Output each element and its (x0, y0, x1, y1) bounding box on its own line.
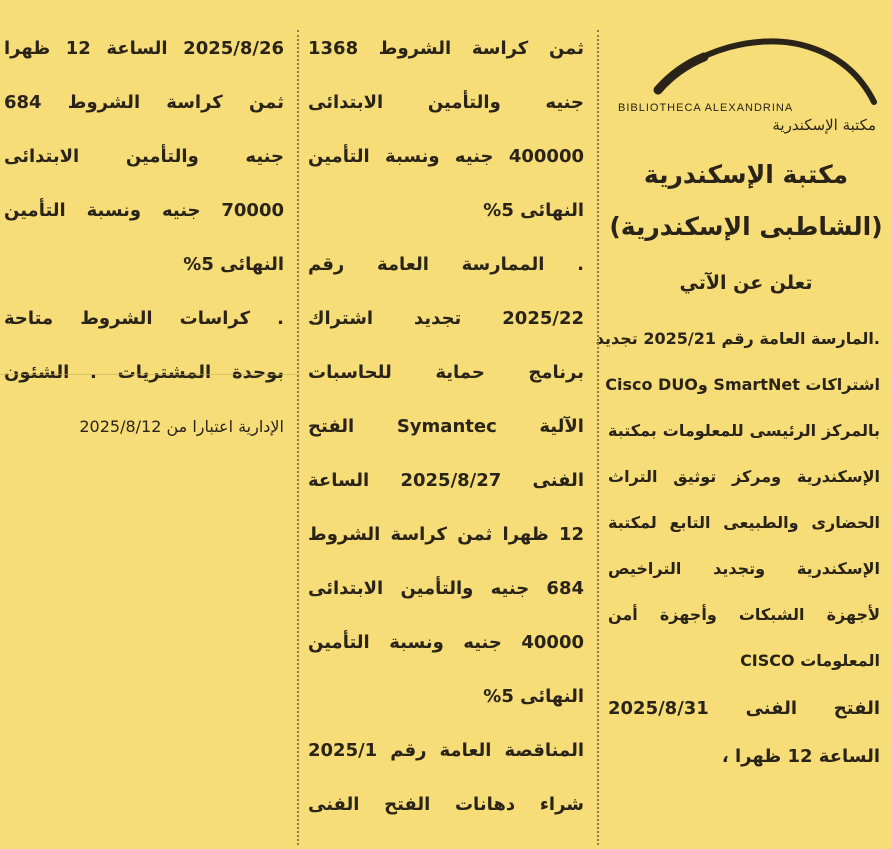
text-line: لأجهزة الشبكات وأجهزة أمن (608, 605, 880, 624)
text-line: 2025/8/26 الساعة 12 ظهرا (4, 38, 284, 59)
text-line: . كراسات الشروط متاحة (4, 308, 284, 329)
text-line: الإدارية اعتبارا من 2025/8/12 (79, 417, 284, 436)
text-line: الفتح الفنى 2025/8/31 (608, 698, 880, 719)
middle-column (302, 0, 592, 849)
text-line: 12 ظهرا ثمن كراسة الشروط (308, 524, 584, 545)
text-line: 40000 جنيه ونسبة التأمين (308, 632, 584, 653)
text-line: .المارسة العامة رقم 2025/21 تجديد (595, 329, 880, 348)
column-divider (597, 30, 599, 845)
text-line: المناقصة العامة رقم 2025/1 (308, 740, 584, 761)
section-rule (0, 374, 300, 375)
logo-latin-name: BIBLIOTHECA ALEXANDRINA (618, 102, 794, 114)
text-line: 400000 جنيه ونسبة التأمين (308, 146, 584, 167)
right-column-body (595, 316, 880, 780)
text-line: . الممارسة العامة رقم (308, 254, 584, 275)
text-line: النهائى 5% (483, 200, 584, 221)
text-line: 70000 جنيه ونسبة التأمين (4, 200, 284, 221)
logo-arc-icon (612, 30, 884, 110)
text-line: بوحدة المشتريات . الشئون (4, 362, 284, 383)
text-line: ثمن كراسة الشروط 684 (4, 92, 284, 113)
text-line: الآلية Symantec الفتح (308, 416, 584, 437)
text-line: النهائى 5% (183, 254, 284, 275)
text-line: النهائى 5% (483, 686, 584, 707)
text-line: برنامج حماية للحاسبات (308, 362, 584, 383)
text-line: ثمن كراسة الشروط 1368 (308, 38, 584, 59)
text-line: بالمركز الرئيسى للمعلومات بمكتبة (608, 421, 880, 440)
text-line: جنيه والتأمين الابتدائى (4, 146, 284, 167)
text-line: 684 جنيه والتأمين الابتدائى (308, 578, 584, 599)
organization-location: (الشاطبى الإسكندرية) (609, 212, 883, 241)
logo-arabic-name: مكتبة الإسكندرية (772, 116, 876, 134)
text-line: الفنى 2025/8/27 الساعة (308, 470, 584, 491)
text-line: 2025/22 تجديد اشتراك (308, 308, 584, 329)
text-line: الإسكندرية وتجديد التراخيص (608, 559, 880, 578)
text-line: المعلومات CISCO (740, 651, 880, 670)
text-line: جنيه والتأمين الابتدائى (308, 92, 584, 113)
bibliotheca-alexandrina-logo (612, 30, 884, 140)
text-line: اشتراكات SmartNet وCisco DUO (605, 375, 880, 394)
organization-title: مكتبة الإسكندرية (643, 160, 849, 189)
left-column (0, 0, 292, 849)
text-line: شراء دهانات الفتح الفنى (308, 794, 584, 815)
announcement-heading: تعلن عن الآتي (679, 272, 813, 294)
text-line: الإسكندرية ومركز توثيق التراث (608, 467, 880, 486)
column-divider (297, 30, 299, 845)
text-line: الحضارى والطبيعى التابع لمكتبة (608, 513, 880, 532)
text-line: الساعة 12 ظهرا ، (721, 746, 880, 767)
